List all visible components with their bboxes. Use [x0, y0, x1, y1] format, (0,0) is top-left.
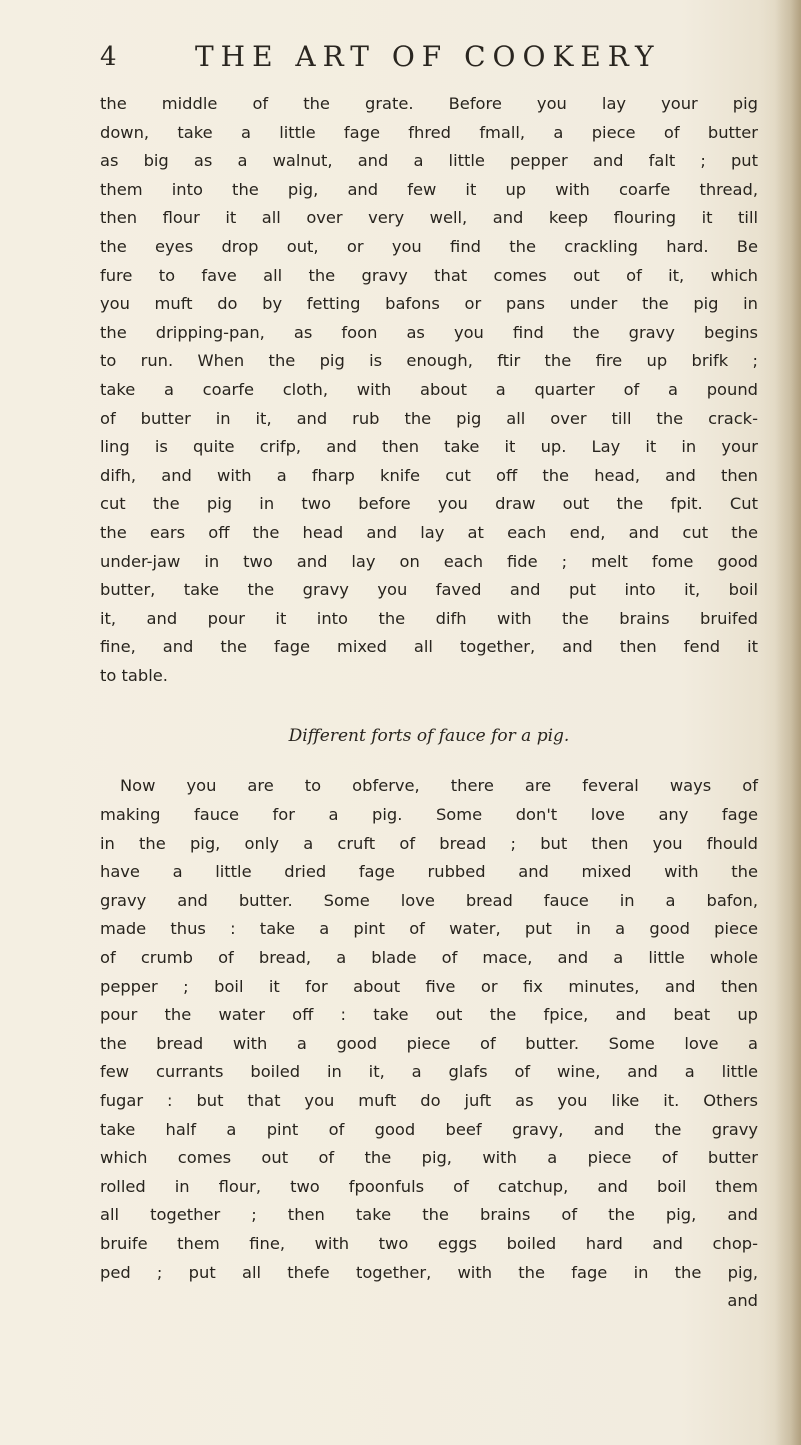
text-line: take a coarfe cloth, with about a quarter of a pound [100, 379, 758, 399]
text-line: making fauce for a pig. Some don't love any fage [100, 805, 758, 825]
section-heading: Different forts of fauce for a pig. [288, 726, 570, 747]
running-head: THE ART OF COOKERY [195, 40, 661, 73]
text-line: of crumb of bread, a blade of mace, and a little whole [100, 948, 758, 968]
text-line: made thus : take a pint of water, put in a good piece [100, 919, 758, 939]
text-line: rolled in flour, two fpoonfuls of catchup, and boil them [100, 1176, 758, 1196]
text-line: then flour it all over very well, and keep flouring it till [100, 208, 758, 228]
text-line: cut the pig in two before you draw out the fpit. Cut [100, 494, 758, 514]
text-line: down, take a little fage fhred fmall, a piece of butter [100, 122, 758, 142]
text-line: ling is quite crifp, and then take it up. Lay it in your [100, 437, 758, 457]
page-edge-shadow [775, 0, 801, 1445]
page-number: 4 [100, 42, 117, 72]
text-line: pepper ; boil it for about five or fix minutes, and then [100, 976, 758, 996]
text-line: take half a pint of good beef gravy, and the gravy [100, 1119, 758, 1139]
text-line: as big as a walnut, and a little pepper and falt ; put [100, 151, 758, 171]
text-line: which comes out of the pig, with a piece of butter [100, 1148, 758, 1168]
text-line: all together ; then take the brains of the pig, and [100, 1205, 758, 1225]
text-line: to run. When the pig is enough, ftir the fire up brifk ; [100, 351, 758, 371]
text-line: in the pig, only a cruft of bread ; but then you fhould [100, 833, 758, 853]
text-line: the dripping-pan, as foon as you find the gravy begins [100, 322, 758, 342]
page-header [100, 40, 750, 80]
text-line: Now you are to obferve, there are feveral ways of [120, 776, 758, 796]
text-line: under-jaw in two and lay on each fide ; melt fome good [100, 551, 758, 571]
text-line: have a little dried fage rubbed and mixed with the [100, 862, 758, 882]
paragraph-2 [100, 772, 758, 1287]
catchword: and [727, 1291, 758, 1311]
text-line: of butter in it, and rub the pig all over till the crack- [100, 408, 758, 428]
text-line: fugar : but that you muft do juft as you like it. Others [100, 1091, 758, 1110]
text-line: the middle of the grate. Before you lay your pig [100, 94, 758, 113]
text-line: ped ; put all thefe together, with the fage in the pig, [100, 1262, 758, 1282]
text-line: to table. [100, 665, 168, 685]
paragraph-1 [100, 90, 758, 690]
text-line: fine, and the fage mixed all together, and then fend it [100, 637, 758, 657]
text-line: few currants boiled in it, a glafs of wine, and a little [100, 1062, 758, 1082]
body-text [100, 90, 758, 1316]
text-line: gravy and butter. Some love bread fauce in a bafon, [100, 890, 758, 910]
text-line: fure to fave all the gravy that comes out of it, which [100, 265, 758, 285]
text-line: it, and pour it into the difh with the brains bruifed [100, 608, 758, 628]
text-line: pour the water off : take out the fpice, and beat up [100, 1005, 758, 1025]
text-line: the ears off the head and lay at each end, and cut the [100, 522, 758, 542]
text-line: bruife them fine, with two eggs boiled hard and chop- [100, 1233, 758, 1253]
text-line: you muft do by fetting bafons or pans under the pig in [100, 294, 758, 314]
text-line: the eyes drop out, or you find the crackling hard. Be [100, 236, 758, 256]
text-line: the bread with a good piece of butter. Some love a [100, 1033, 758, 1053]
text-line: them into the pig, and few it up with coarfe thread, [100, 179, 758, 199]
text-line: butter, take the gravy you faved and put into it, boil [100, 580, 758, 600]
text-line: difh, and with a fharp knife cut off the head, and then [100, 465, 758, 485]
